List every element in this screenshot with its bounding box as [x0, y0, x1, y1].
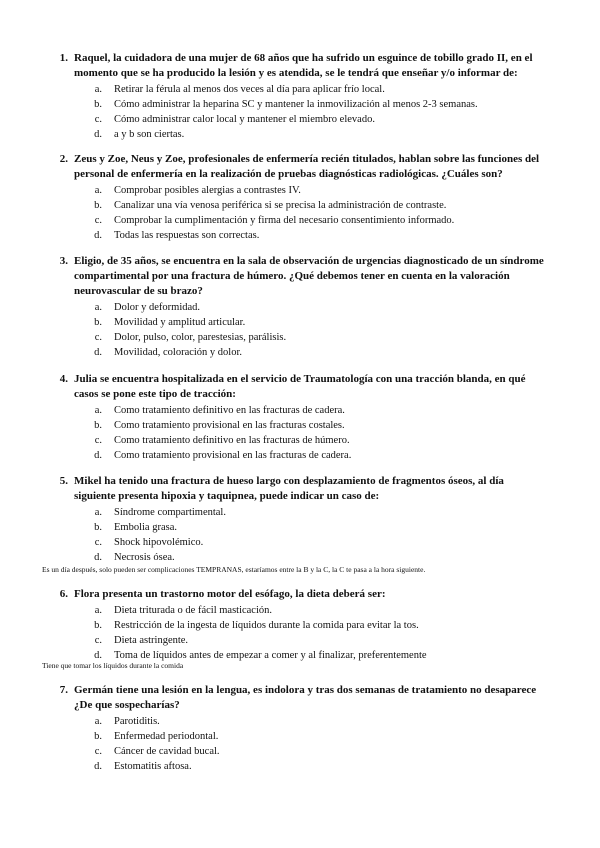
option-a: a. Comprobar posibles alergias a contrastes IV.	[94, 185, 301, 196]
option-d: d. Toma de líquidos antes de empezar a comer y al finalizar, preferentemente	[94, 650, 427, 661]
question-number: 3.	[59, 255, 68, 267]
option-b: b. Movilidad y amplitud articular.	[94, 317, 246, 328]
question-text: Julia se encuentra hospitalizada en el servicio de Traumatología con una tracción blanda, en qué casos se pone este tipo de tracción:	[74, 373, 526, 400]
question-5	[0, 474, 600, 565]
question-number: 4.	[59, 373, 68, 385]
question-number: 1.	[59, 52, 68, 64]
option-d: d. a y b son ciertas.	[94, 129, 185, 140]
question-7	[0, 683, 600, 774]
option-b: b. Restricción de la ingesta de líquidos durante la comida para evitar la tos.	[94, 620, 419, 631]
question-4	[0, 372, 600, 463]
option-a: a. Dolor y deformidad.	[94, 302, 201, 313]
handwritten-note: Es un día después, solo pueden ser complicaciones TEMPRANAS, estaríamos entre la B y la C, la C te pasa a la hora siguiente.	[42, 565, 426, 574]
option-d: d. Estomatitis aftosa.	[94, 761, 192, 772]
question-3	[0, 254, 600, 360]
option-c: c. Cómo administrar calor local y mantener el miembro elevado.	[94, 114, 375, 125]
question-text: Zeus y Zoe, Neus y Zoe, profesionales de enfermería recién titulados, hablan sobre las funciones del personal de enfermería en la realización de pruebas diagnósticas radiológicas. ¿Cuáles son?	[74, 153, 540, 180]
option-a: a. Parotiditis.	[94, 716, 160, 727]
question-text: Eligio, de 35 años, se encuentra en la sala de observación de urgencias diagnosticado de un síndrome compartimental por una fractura de húmero. ¿Qué debemos tener en cuenta en la valoración neurovascular de su brazo?	[74, 255, 544, 297]
option-b: b. Cómo administrar la heparina SC y mantener la inmovilización al menos 2-3 semanas.	[94, 99, 478, 110]
option-d: d. Movilidad, coloración y dolor.	[94, 347, 243, 358]
question-number: 5.	[59, 475, 68, 487]
question-text: Flora presenta un trastorno motor del esófago, la dieta deberá ser:	[74, 588, 386, 600]
option-a: a. Como tratamiento definitivo en las fracturas de cadera.	[94, 405, 345, 416]
option-c: c. Dolor, pulso, color, parestesias, parálisis.	[94, 332, 287, 343]
question-text: Mikel ha tenido una fractura de hueso largo con desplazamiento de fragmentos óseos, al día siguiente presenta hipoxia y taquipnea, puede indicar un caso de:	[74, 475, 504, 502]
option-a: a. Retirar la férula al menos dos veces al día para aplicar frío local.	[94, 84, 385, 95]
option-a: a. Dieta triturada o de fácil masticación.	[94, 605, 273, 616]
option-b: b. Embolia grasa.	[94, 522, 177, 533]
option-b: b. Enfermedad periodontal.	[94, 731, 219, 742]
question-1	[0, 51, 600, 142]
question-number: 6.	[59, 588, 68, 600]
question-6	[0, 587, 600, 663]
option-b: b. Canalizar una vía venosa periférica si se precisa la administración de contraste.	[94, 200, 447, 211]
option-c: c. Como tratamiento definitivo en las fracturas de húmero.	[94, 435, 350, 446]
handwritten-note: Tiene que tomar los líquidos durante la comida	[42, 661, 184, 670]
question-number: 2.	[59, 153, 68, 165]
option-d: d. Como tratamiento provisional en las fracturas de cadera.	[94, 450, 352, 461]
option-a: a. Síndrome compartimental.	[94, 507, 226, 518]
option-c: c. Shock hipovolémico.	[94, 537, 204, 548]
option-b: b. Como tratamiento provisional en las fracturas costales.	[94, 420, 345, 431]
question-text: Germán tiene una lesión en la lengua, es indolora y tras dos semanas de tratamiento no desaparece ¿De que sospecharías?	[74, 684, 537, 711]
option-c: c. Comprobar la cumplimentación y firma del necesario consentimiento informado.	[94, 215, 455, 226]
option-d: d. Todas las respuestas son correctas.	[94, 230, 260, 241]
option-c: c. Cáncer de cavidad bucal.	[94, 746, 220, 757]
question-2	[0, 152, 600, 243]
question-text: Raquel, la cuidadora de una mujer de 68 años que ha sufrido un esguince de tobillo grado II, en el momento que se ha producido la lesión y es atendida, se le tendrá que enseñar y/o informar de:	[74, 52, 533, 79]
option-d: d. Necrosis ósea.	[94, 552, 175, 563]
option-c: c. Dieta astringente.	[94, 635, 189, 646]
question-number: 7.	[59, 684, 68, 696]
